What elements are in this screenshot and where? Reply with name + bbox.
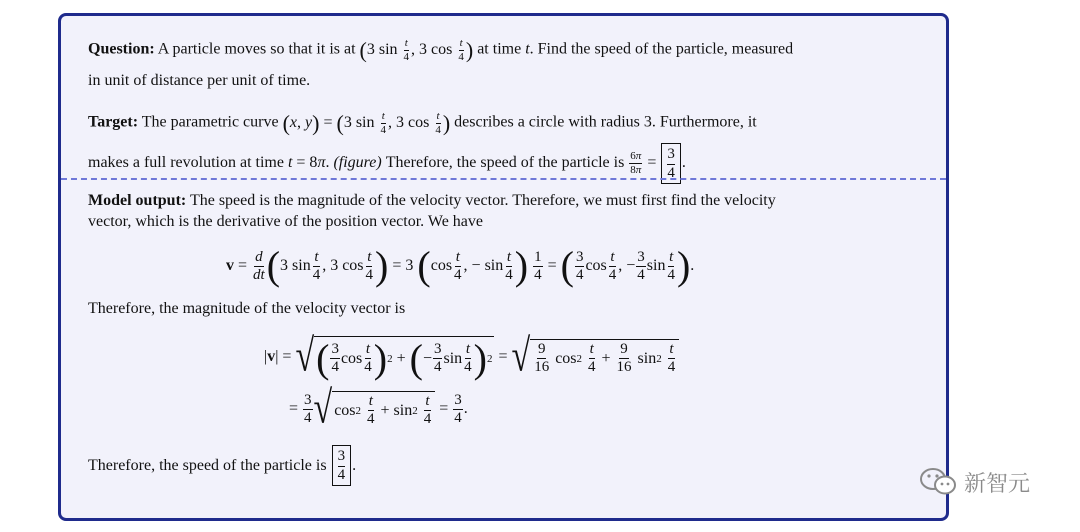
magnitude-equation-line1: | v | = √ ( 3 4 cos t 4 ) 2 + ( − 3 4 sin t 4 ) 2 = √ 9 16 cos 2 t 4 + 9 16 sin 2 t 4: [264, 331, 921, 383]
final-text: Therefore, the speed of the particle is: [88, 457, 327, 474]
target-paragraph: Target: The parametric curve (x, y) = (3 sin $\frac{t}{4}$ , 3 cos $\frac{t}{4}$ ) describes a circle with radius 3. Furthermore, it makes a full revolution at time t = 8π. (figure) Therefore, the speed of the particle is $\frac{6\pi}{8\pi}$ = $\frac{3}{4}$ .: [88, 103, 921, 184]
magnitude-equation-line2: = 3 4 √ cos 2 t 4 + sin 2 t 4 = 3 4 .: [289, 383, 468, 434]
model-output-section: [88, 190, 921, 486]
model-text-a: The speed is the magnitude of the velocity vector. Therefore, we must first find the velocity: [189, 192, 776, 209]
target-text-c: makes a full revolution at time: [88, 154, 284, 172]
target-text-d: Therefore, the speed of the particle is: [385, 154, 625, 172]
target-curve-math: (x, y) = (3 sin $\frac{t}{4}$ , 3 cos $\frac{t}{4}$ ): [282, 109, 451, 136]
question-text-a: A particle moves so that it is at: [157, 40, 356, 58]
watermark-text: 新智元: [964, 471, 1031, 497]
question-text-c: . Find the speed of the particle, measured: [529, 40, 794, 58]
model-text-b: vector, which is the derivative of the position vector. We have: [88, 213, 483, 230]
target-ratio-math: $\frac{6\pi}{8\pi}$ = $\frac{3}{4}$ .: [628, 154, 686, 171]
final-boxed-answer: 3 4: [332, 445, 352, 486]
target-boxed-answer: $\frac{3}{4}$: [661, 143, 681, 184]
model-label: Model output:: [88, 192, 187, 209]
velocity-equation: v = d dt ( 3 sin t 4 , 3 cos t 4 ) = 3 ( cos t 4 , − sin t 4 ) 1 4 = ( 3 4 cos t 4 , − 3 4 sin t 4 ) .: [226, 243, 695, 288]
question-paragraph: [88, 30, 921, 91]
model-paragraph: [88, 190, 921, 232]
target-label: Target:: [88, 113, 139, 131]
target-time-math: t: [287, 154, 293, 172]
answer-card: [58, 13, 949, 521]
question-text-d: in unit of distance per unit of time.: [88, 72, 311, 89]
magnitude-paragraph: Therefore, the magnitude of the velocity vector is: [88, 300, 406, 317]
section-divider: [61, 178, 946, 180]
question-position-math: (3 sin $\frac{t}{4}$ , 3 cos $\frac{t}{4}$ ): [359, 36, 474, 63]
wechat-icon: [918, 466, 960, 498]
watermark: [918, 466, 1030, 498]
question-target-section: [88, 30, 921, 184]
question-label: Question:: [88, 40, 155, 58]
target-text-a: The parametric curve: [141, 113, 279, 131]
final-paragraph: Therefore, the speed of the particle is 3 4 .: [88, 445, 921, 486]
question-text-b: at time: [477, 40, 522, 58]
target-figure-ref: (figure): [333, 154, 382, 172]
target-text-b: describes a circle with radius 3. Furthermore, it: [454, 113, 757, 131]
question-time-var: t: [525, 40, 530, 58]
